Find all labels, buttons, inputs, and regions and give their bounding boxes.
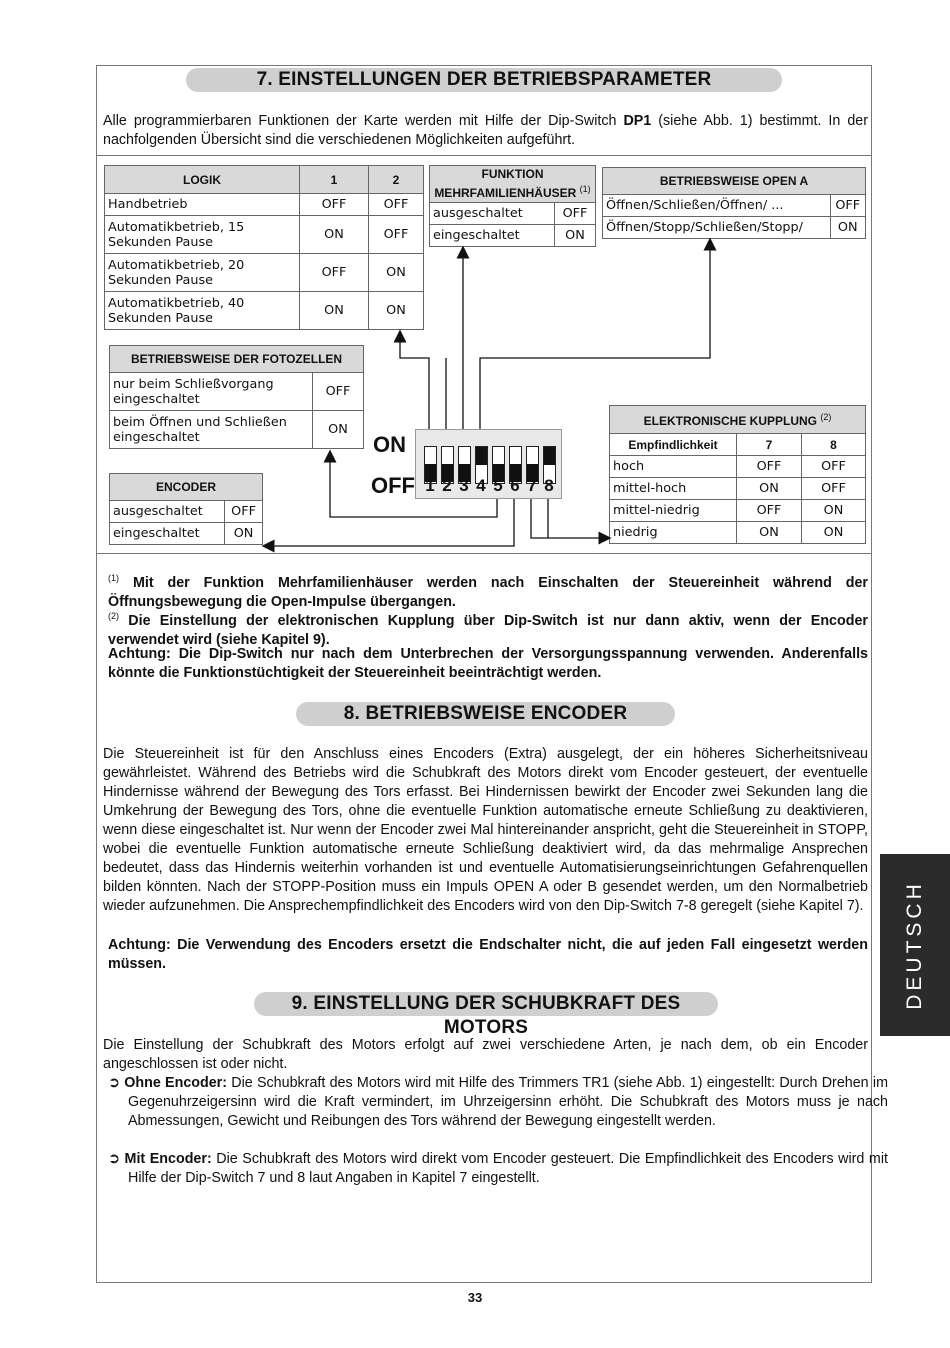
table-row: Öffnen/Schließen/Öffnen/ ... OFF xyxy=(603,195,866,217)
section8-body: Die Steuereinheit ist für den Anschluss eines Encoders (Extra) ausgelegt, der ein höheres Sicherheitsniveau gewährleistet. Während des Betriebs wird die Schubkraft des Motors direkt vom Encoder gesteuert, der eventuelle Hindernisse während der Bewegung des Tors erfasst. Bei Hindernissen bewirkt der Encoder zwei Sekunden lang die Umkehrung der Bewegung des Tors, ohne die eventuelle Funktion automatische erneute Schließung zu deaktivieren, wenn diese eingeschaltet ist. Nur wenn der Encoder zwei Mal hintereinander anspricht, geht die Steuereinheit in STOPP, wobei die eventuelle Funktion automatische erneute Schließung deaktiviert wird, da das mehrmalige Ansprechen bedeutet, dass das Hindernis weiterhin vorhanden ist und eventuelle Automatisierungseinrichtungen Gefahrenquellen bilden könnten. Nach der STOPP-Position muss ein Impuls OPEN A oder B gesendet werden, um den Normalbetrieb wieder aufzunehmen. Die Ansprechempfindlichkeit des Encoders wird von den Dip-Switch 7-8 geregelt (siehe Kapitel 7). xyxy=(103,746,868,914)
table-row: eingeschaltet ON xyxy=(110,523,263,545)
logik-header: LOGIK xyxy=(105,166,300,194)
section8-title: 8. BETRIEBSWEISE ENCODER xyxy=(296,702,675,726)
dip-on-label: ON xyxy=(373,432,406,457)
dip-switch-dp1[interactable] xyxy=(415,429,562,499)
table-row: ausgeschaltet OFF xyxy=(110,501,263,523)
line-to-kupplung xyxy=(531,497,605,538)
table-row: Automatikbetrieb, 40 Sekunden Pause ON ON xyxy=(105,292,424,330)
line-to-logik xyxy=(400,336,429,440)
table-row: nur beim Schließvorgang eingeschaltet OFF xyxy=(110,373,364,411)
open-a-header: BETRIEBSWEISE OPEN A xyxy=(603,168,866,195)
dip-number: 4 xyxy=(476,476,486,495)
table-row: hoch OFF OFF xyxy=(610,456,866,478)
dip-number: 1 xyxy=(425,476,435,495)
dip-number: 3 xyxy=(459,476,469,495)
kupplung-header: ELEKTRONISCHE KUPPLUNG xyxy=(643,413,817,428)
bullet-ohne-encoder: ➲ Ohne Encoder: Die Schubkraft des Motors wird mit Hilfe des Trimmers TR1 (siehe Abb. 1) eingestellt: Durch Drehen im Gegenuhrzeigersinn wird die Kraft vermindert, im Uhrzeigersinn erhöht. Die Schubkraft des Motors muss je nach Abmessungen, Gewicht und Reibungen des Tors während der Bewegung eingestellt werden. xyxy=(108,1075,888,1129)
table-row: mittel-hoch ON OFF xyxy=(610,478,866,500)
section7-intro: Alle programmierbaren Funktionen der Karte werden mit Hilfe der Dip-Switch DP1 (siehe Abb. 1) bestimmt. In der nachfolgenden Übersicht sind die verschiedenen Möglichkeiten aufgeführt. xyxy=(103,113,868,148)
logik-header-switch2: 2 xyxy=(369,166,424,194)
table-row: beim Öffnen und Schließen eingeschaltet ON xyxy=(110,411,364,449)
table-row: Handbetrieb OFF OFF xyxy=(105,194,424,216)
language-tab: DEUTSCH xyxy=(880,854,950,1036)
dip-number: 8 xyxy=(544,476,554,495)
bullet-mit-encoder: ➲ Mit Encoder: Die Schubkraft des Motors wird direkt vom Encoder gesteuert. Die Empfindlichkeit des Encoders wird mit Hilfe der Dip-Switch 7 und 8 laut Angaben in Kapitel 7 eingestellt. xyxy=(108,1151,888,1186)
footnote-1: $^{(1)}$ Mit der Funktion Mehrfamilienhäuser werden nach Einschalten der Steuereinheit während der Öffnungsbewegung die Open-Impulse übergangen. xyxy=(108,573,868,610)
section9-title: 9. EINSTELLUNG DER SCHUBKRAFT DES MOTORS xyxy=(254,992,718,1016)
logik-header-switch1: 1 xyxy=(300,166,369,194)
section7-title: 7. EINSTELLUNGEN DER BETRIEBSPARAMETER xyxy=(186,68,782,92)
table-row: Automatikbetrieb, 15 Sekunden Pause ON OFF xyxy=(105,216,424,254)
table-row: Automatikbetrieb, 20 Sekunden Pause OFF ON xyxy=(105,254,424,292)
table-row: Öffnen/Stopp/Schließen/Stopp/ ON xyxy=(603,217,866,239)
dip-number: 5 xyxy=(493,476,503,495)
encoder-header: ENCODER xyxy=(110,474,263,501)
line-to-encoder xyxy=(268,497,514,546)
mehrfamilien-table: FUNKTION MEHRFAMILIENHÄUSER $^{(1)}$ ausgeschaltet OFF eingeschaltet ON xyxy=(429,165,596,247)
section8-warning: Achtung: Die Verwendung des Encoders ersetzt die Endschalter nicht, die auf jeden Fall eingesetzt werden müssen. xyxy=(108,937,868,972)
fotozellen-header: BETRIEBSWEISE DER FOTOZELLEN xyxy=(110,346,364,373)
section9-intro: Die Einstellung der Schubkraft des Motors erfolgt auf zwei verschiedene Arten, je nach dem, ob ein Encoder angeschlossen ist oder nicht. xyxy=(103,1037,868,1072)
dip-off-label: OFF xyxy=(371,473,415,498)
table-row: eingeschaltet ON xyxy=(430,225,596,247)
kupplung-table: ELEKTRONISCHE KUPPLUNG $^{(2)}$ Empfindlichkeit 7 8 hoch OFF OFF mittel-hoch ON OFF mittel-niedrig OFF ON niedrig ON ON xyxy=(609,405,866,544)
mehrfamilien-header: FUNKTION MEHRFAMILIENHÄUSER xyxy=(434,167,577,200)
dip-number: 2 xyxy=(442,476,452,495)
line-to-open-a xyxy=(480,244,710,440)
dip-connector-lines xyxy=(0,0,950,600)
footnote-2: $^{(2)}$ Die Einstellung der elektronischen Kupplung über Dip-Switch ist nur dann aktiv, wenn der Encoder verwendet wird (siehe Kapitel 9). xyxy=(108,611,868,648)
arrow-icon: ➲ xyxy=(108,1075,120,1091)
table-row: ausgeschaltet OFF xyxy=(430,203,596,225)
warning-dip: Achtung: Die Dip-Switch nur nach dem Unterbrechen der Versorgungsspannung verwenden. Anderenfalls könnte die Funktionstüchtigkeit der Steuereinheit beeinträchtigt werden. xyxy=(108,646,868,681)
page-number: 33 xyxy=(467,1290,483,1305)
arrow-icon: ➲ xyxy=(108,1151,120,1167)
dip-number: 7 xyxy=(527,476,537,495)
dip-number: 6 xyxy=(510,476,520,495)
table-row: mittel-niedrig OFF ON xyxy=(610,500,866,522)
table-row: niedrig ON ON xyxy=(610,522,866,544)
